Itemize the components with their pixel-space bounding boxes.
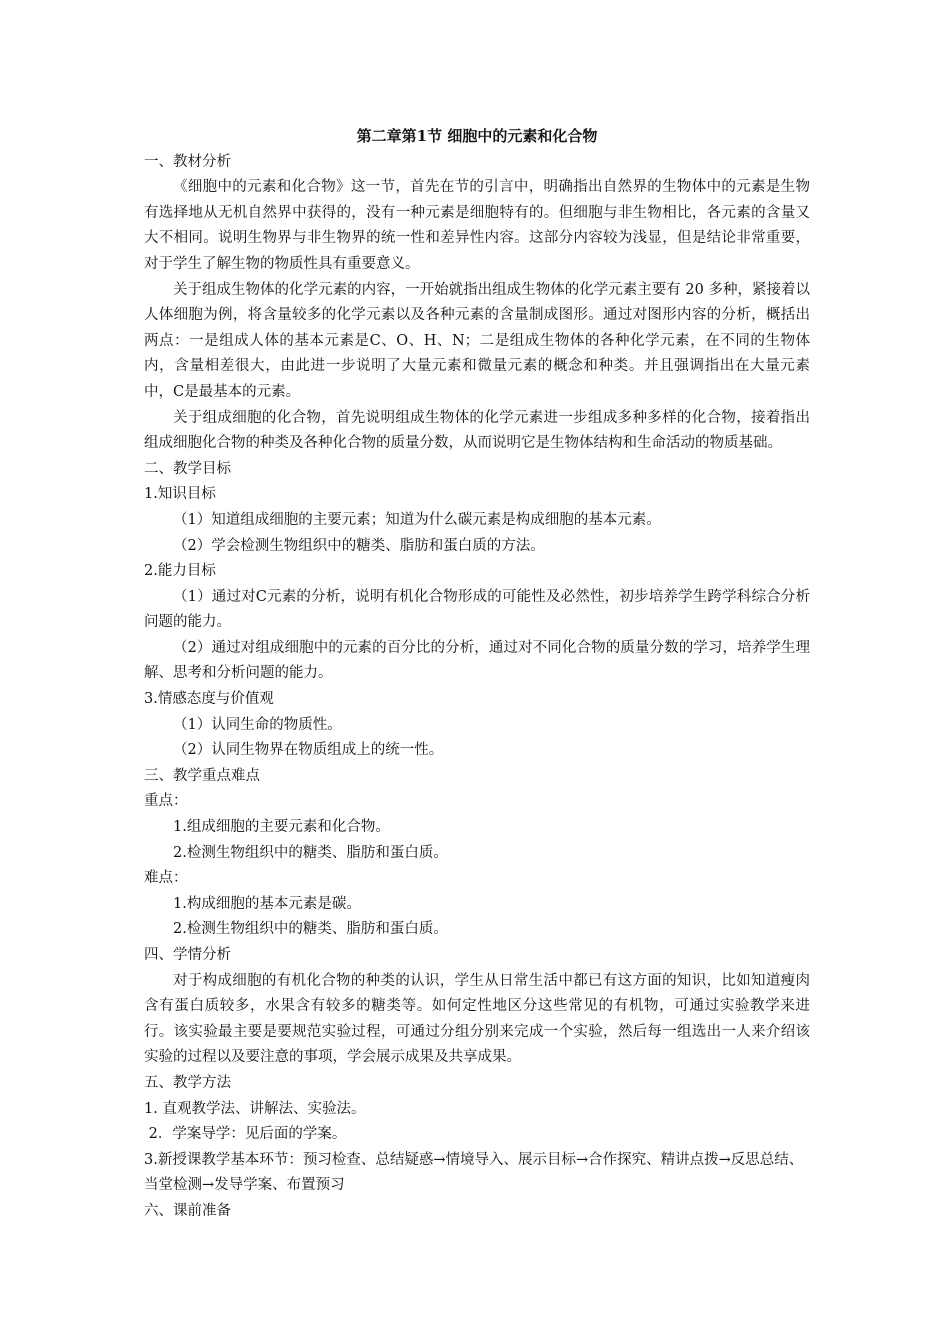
subsection-heading: 1.知识目标 — [144, 486, 216, 503]
list-item: 1. 直观教学法、讲解法、实验法。 — [144, 1100, 366, 1117]
list-item: （1）认同生命的物质性。 — [173, 716, 342, 733]
list-item: （1）知道组成细胞的主要元素；知道为什么碳元素是构成细胞的基本元素。 — [173, 511, 661, 528]
section-heading: 四、学情分析 — [144, 947, 231, 963]
list-item: （1）通过对C元素的分析，说明有机化合物形成的可能性及必然性，初步培养学生跨学科综合分析问题的能力。 — [144, 588, 810, 631]
paragraph: 《细胞中的元素和化合物》这一节，首先在节的引言中，明确指出自然界的生物体中的元素是生物有选择地从无机自然界中获得的，没有一种元素是细胞特有的。但细胞与非生物相比，各元素的含量又大不相同。说明生物界与非生物界的统一性和差异性内容。这部分内容较为浅显，但是结论非常重要，对于学生了解生物的物质性具有重要意义。 — [144, 179, 810, 272]
list-item: 2.检测生物组织中的糖类、脂肪和蛋白质。 — [173, 844, 448, 861]
section-heading: 五、教学方法 — [144, 1074, 231, 1091]
list-item: （2）认同生物界在物质组成上的统一性。 — [173, 742, 444, 759]
subsection-heading: 2.能力目标 — [144, 563, 216, 580]
list-item: 1.组成细胞的主要元素和化合物。 — [173, 819, 390, 836]
list-item: （2）通过对组成细胞中的元素的百分比的分析，通过对不同化合物的质量分数的学习，培养学生理解、思考和分析问题的能力。 — [144, 639, 810, 682]
document-page — [144, 124, 810, 1225]
list-item: （2）学会检测生物组织中的糖类、脂肪和蛋白质的方法。 — [173, 537, 545, 554]
label: 难点： — [144, 870, 188, 887]
label: 重点： — [144, 793, 188, 810]
section-heading: 六、课前准备 — [144, 1202, 231, 1219]
list-item: 2．学案导学：见后面的学案。 — [144, 1126, 347, 1143]
subsection-heading: 3.情感态度与价值观 — [144, 691, 274, 708]
section-heading: 三、教学重点难点 — [144, 767, 260, 784]
page-title: 第二章第1节 细胞中的元素和化合物 — [356, 127, 598, 145]
paragraph: 关于组成细胞的化合物，首先说明组成生物体的化学元素进一步组成多种多样的化合物，接着指出组成细胞化合物的种类及各种化合物的质量分数，从而说明它是生物体结构和生命活动的物质基础。 — [144, 409, 810, 452]
paragraph: 关于组成生物体的化学元素的内容，一开始就指出组成生物体的化学元素主要有 20 多种，紧接着以人体细胞为例，将含量较多的化学元素以及各种元素的含量制成图形。通过对图形内容的分析，概括出两点：一是组成人体的基本元素是C、O、H、N；二是组成生物体的各种化学元素，在不同的生物体内，含量相差很大，由此进一步说明了大量元素和微量元素的概念和种类。并且强调指出在大量元素中，C是最基本的元素。 — [144, 281, 810, 400]
list-item: 3.新授课教学基本环节：预习检查、总结疑惑→情境导入、展示目标→合作探究、精讲点拨→反思总结、当堂检测→发导学案、布置预习 — [144, 1151, 804, 1194]
paragraph: 对于构成细胞的有机化合物的种类的认识，学生从日常生活中都已有这方面的知识，比如知道瘦肉含有蛋白质较多，水果含有较多的糖类等。如何定性地区分这些常见的有机物，可通过实验教学来进行。该实验最主要是要规范实验过程，可通过分组分别来完成一个实验，然后每一组选出一人来介绍该实验的过程以及要注意的事项，学会展示成果及共享成果。 — [144, 972, 810, 1066]
section-heading: 二、教学目标 — [144, 460, 231, 477]
list-item: 1.构成细胞的基本元素是碳。 — [173, 895, 361, 912]
section-heading: 一、教材分析 — [144, 153, 231, 170]
list-item: 2.检测生物组织中的糖类、脂肪和蛋白质。 — [173, 921, 448, 938]
